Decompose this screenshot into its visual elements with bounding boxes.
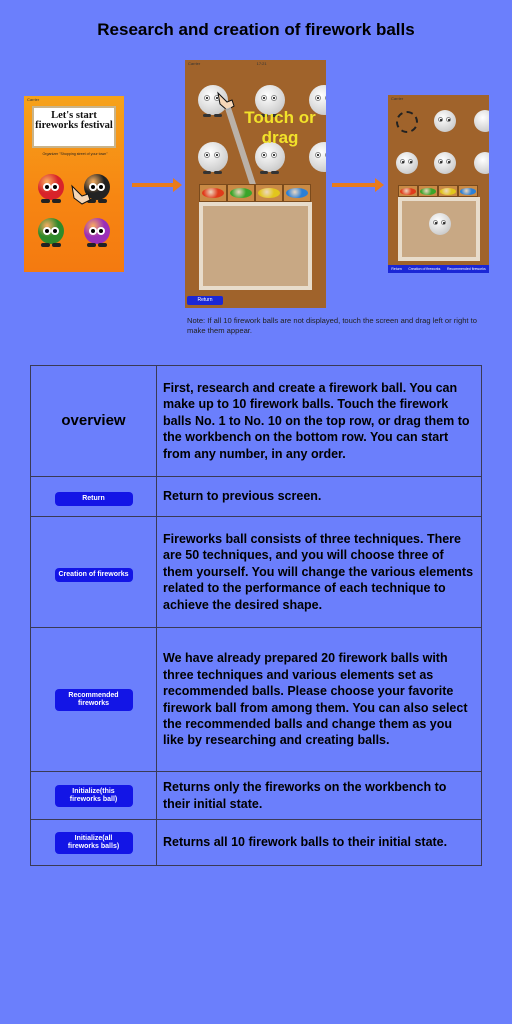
workbench-screen-screenshot [185,60,326,308]
material-shelf [199,184,311,202]
firework-ball-icon [434,152,456,174]
workbench[interactable] [199,202,312,290]
row-description: Fireworks ball consists of three techniques. There are 50 techniques, and you will choose three of them yourself. You will change the various elements related to the performance of each technique to achieve the desired shape. [157,517,482,628]
table-row [31,366,482,477]
firework-ball-icon [84,218,110,244]
table-row [31,772,482,820]
firework-ball-icon [434,110,456,132]
row-description: We have already prepared 20 firework balls with three techniques and various elements set as recommended balls. Please choose your favorite firework ball from among them. You can also select the recommended balls and change them as you like by researching and creating balls. [157,628,482,772]
material-shelf [398,185,478,197]
status-carrier: Carrier [188,61,201,66]
festival-banner [32,106,116,148]
touch-or-drag-hint: Touch or drag [244,108,316,147]
row-description: Return to previous screen. [157,477,482,517]
status-carrier: Carrier [391,96,404,101]
initialize-all-balls-button[interactable]: Initialize(all fireworks balls) [55,832,133,854]
toolbar-return[interactable]: Return [391,267,402,271]
status-time: 17:21 [256,61,267,66]
drag-note: Note: If all 10 firework balls are not displayed, touch the screen and drag left or right to make them appear. [187,316,477,335]
return-button[interactable]: Return [187,296,223,305]
flow-arrow-icon [332,183,376,187]
status-carrier: Carrier [27,97,40,102]
workbench[interactable] [398,197,480,261]
firework-ball-icon [474,110,489,132]
overview-label: overview [61,412,126,429]
firework-ball-icon [38,174,64,200]
flow-arrow-icon [132,183,174,187]
table-row [31,628,482,772]
bottom-toolbar [388,265,489,273]
button-description-table [30,365,482,866]
festival-title: Let's start fireworks festival [35,110,113,131]
return-button[interactable]: Return [55,492,133,506]
row-description: First, research and create a firework ball. You can make up to 10 firework balls. Touch the firework balls No. 1 to No. 10 on the top row, or drag them to the workbench on the bottom row. You can start from any number, in any order. [157,366,482,477]
toolbar-recommended[interactable]: Recommended fireworks [446,267,486,271]
result-screen-screenshot [388,95,489,273]
table-row [31,517,482,628]
firework-ball-icon [429,213,451,235]
pointing-hand-icon [68,182,92,206]
firework-ball-icon [198,142,228,172]
start-screen-screenshot [24,96,124,272]
creation-of-fireworks-button[interactable]: Creation of fireworks [55,568,133,582]
row-description: Returns only the fireworks on the workbench to their initial state. [157,772,482,820]
firework-ball-icon [474,152,489,174]
recommended-fireworks-button[interactable]: Recommended fireworks [55,689,133,711]
firework-ball-icon [396,152,418,174]
toolbar-creation[interactable]: Creation of fireworks [408,267,441,271]
festival-organizer: Organizer "Shopping street of your town" [42,152,108,156]
empty-slot-icon [396,111,418,133]
table-row [31,477,482,517]
firework-ball-icon [38,218,64,244]
table-row [31,820,482,866]
page-title: Research and creation of firework balls [97,20,415,39]
initialize-this-ball-button[interactable]: Initialize(this fireworks ball) [55,785,133,807]
row-description: Returns all 10 firework balls to their initial state. [157,820,482,866]
